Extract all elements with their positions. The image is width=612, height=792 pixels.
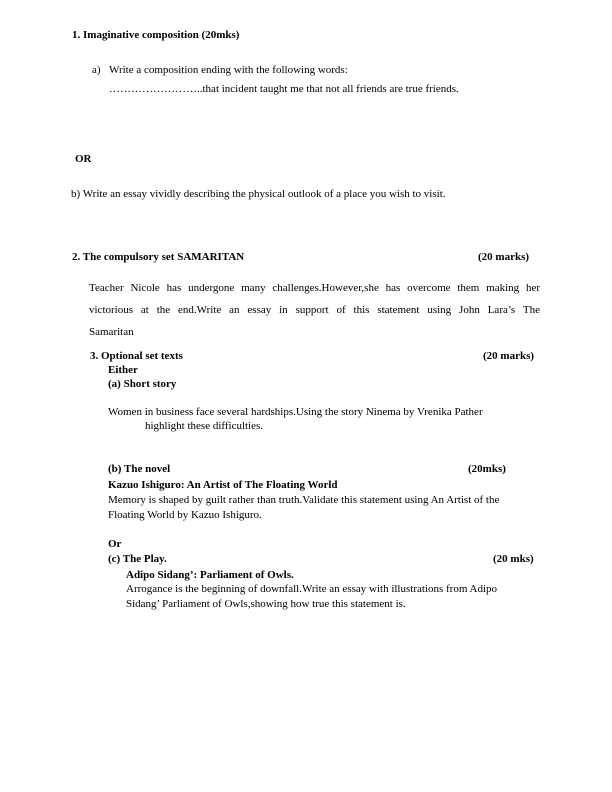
- q1-or: OR: [75, 153, 92, 165]
- q2-paragraph: [89, 277, 540, 343]
- q3-c-marks: (20 mks): [493, 553, 534, 565]
- q2-heading: 2. The compulsory set SAMARITAN: [72, 251, 245, 263]
- q3-marks: (20 marks): [483, 350, 535, 362]
- q3-c-heading: (c) The Play.: [108, 553, 167, 565]
- q3-c-line: Arrogance is the beginning of downfall.Write an essay with illustrations from Adipo: [126, 583, 498, 595]
- q1-heading: 1. Imaginative composition (20mks): [72, 29, 240, 41]
- q2-line: victorious at the end.Write an essay in support of this statement using John Lara’s The: [89, 304, 540, 316]
- q3-heading: 3. Optional set texts: [90, 350, 183, 362]
- q3-b-heading: (b) The novel: [108, 463, 171, 475]
- q2-line: Teacher Nicole has undergone many challenges.However,she has overcome them making her: [89, 282, 540, 294]
- q1-b-text: b) Write an essay vividly describing the physical outlook of a place you wish to visit.: [71, 188, 446, 200]
- q3-either: Either: [108, 364, 138, 376]
- q1-a-label: a): [92, 64, 101, 76]
- q3-a-heading: (a) Short story: [108, 378, 177, 390]
- q2-line: Samaritan: [89, 326, 134, 338]
- q3-b-line: Memory is shaped by guilt rather than truth.Validate this statement using An Artist of the: [108, 494, 500, 506]
- q3-b-title: Kazuo Ishiguro: An Artist of The Floating World: [108, 479, 338, 491]
- q3-or: Or: [108, 538, 122, 550]
- q1-a-text: Write a composition ending with the following words:: [109, 64, 348, 76]
- q3-b-marks: (20mks): [468, 463, 506, 475]
- q3-a-line: Women in business face several hardships.Using the story Ninema by Vrenika Pather: [108, 406, 483, 418]
- q2-marks: (20 marks): [478, 251, 530, 263]
- q3-c-line: Sidang’ Parliament of Owls,showing how true this statement is.: [126, 598, 406, 610]
- q3-c-title: Adipo Sidang’: Parliament of Owls.: [126, 569, 294, 581]
- q3-b-line: Floating World by Kazuo Ishiguro.: [108, 509, 262, 521]
- q3-a-line: highlight these difficulties.: [145, 420, 264, 432]
- q1-a-ending: ……………………..that incident taught me that not all friends are true friends.: [109, 83, 459, 95]
